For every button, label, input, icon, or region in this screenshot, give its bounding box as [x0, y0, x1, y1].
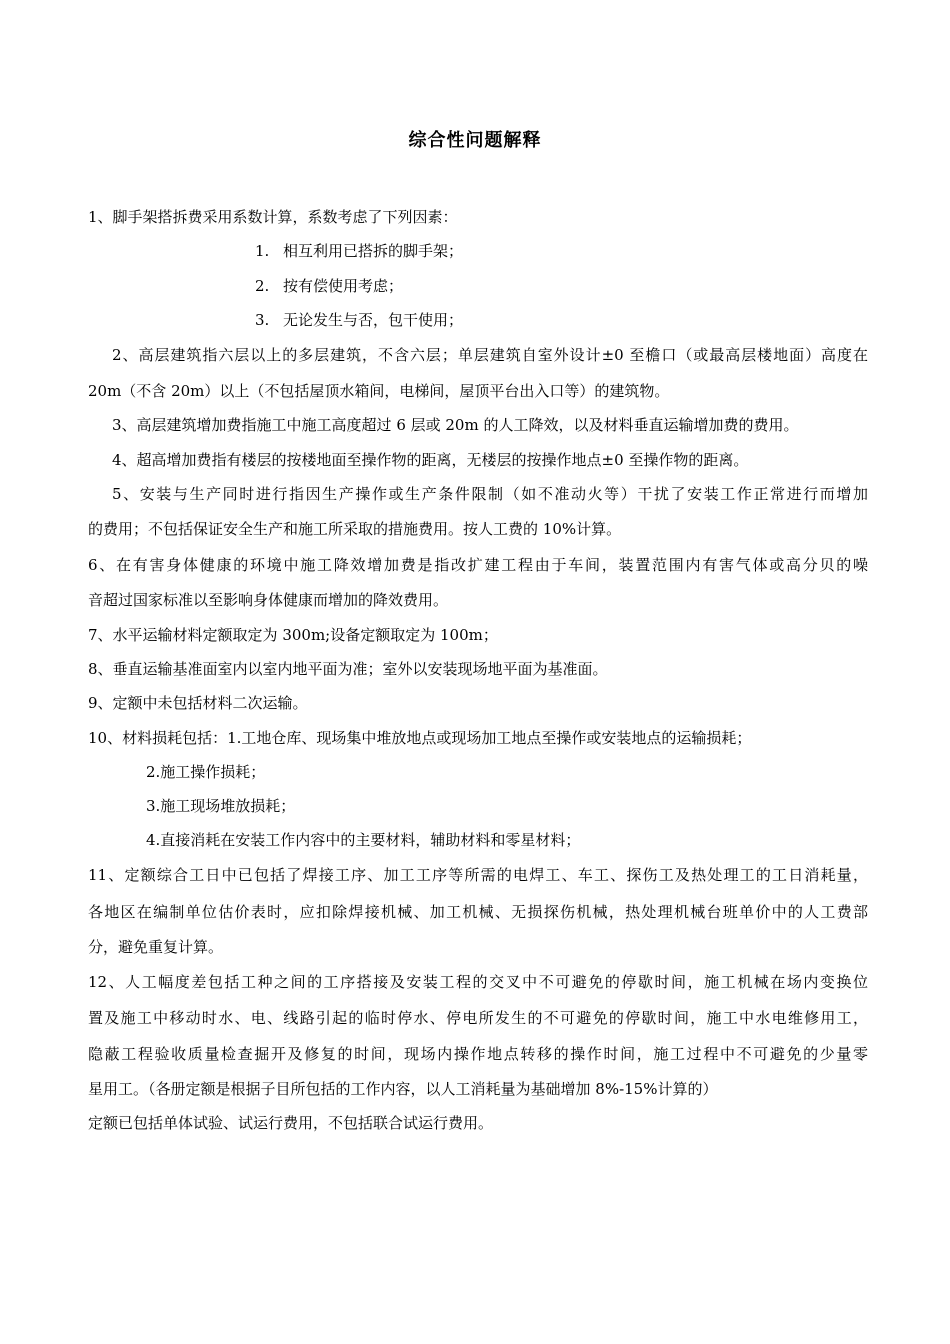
paragraph-12-line-3: 隐蔽工程验收质量检查掘开及修复的时间，现场内操作地点转移的操作时间，施工过程中不可避免的少量零 — [88, 1045, 868, 1063]
paragraph-7: 7、水平运输材料定额取定为 300m;设备定额取定为 100m； — [88, 626, 498, 644]
paragraph-13: 定额已包括单体试验、试运行费用，不包括联合试运行费用。 — [88, 1114, 494, 1132]
paragraph-2-line-2: 20m（不含 20m）以上（不包括屋顶水箱间，电梯间，屋顶平台出入口等）的建筑物。 — [88, 382, 670, 400]
paragraph-11-line-1: 11、定额综合工日中已包括了焊接工序、加工工序等所需的电焊工、车工、探伤工及热处理工的工日消耗量， — [88, 866, 868, 884]
list-item: 2.施工操作损耗； — [146, 763, 266, 781]
paragraph-12-line-2: 置及施工中移动时水、电、线路引起的临时停水、停电所发生的不可避免的停歇时间，施工中水电维修用工， — [88, 1009, 868, 1027]
paragraph-6-line-1: 6、在有害身体健康的环境中施工降效增加费是指改扩建工程由于车间，装置范围内有害气体或高分贝的噪 — [88, 556, 868, 574]
list-item: 3.施工现场堆放损耗； — [146, 797, 296, 815]
paragraph-10: 10、材料损耗包括：1.工地仓库、现场集中堆放地点或现场加工地点至操作或安装地点的运输损耗； — [88, 729, 752, 747]
list-item-number: 1. — [255, 242, 270, 260]
paragraph-12-line-1: 12、人工幅度差包括工种之间的工序搭接及安装工程的交叉中不可避免的停歇时间，施工机械在场内变换位 — [88, 973, 868, 991]
paragraph-11-line-2: 各地区在编制单位估价表时，应扣除焊接机械、加工机械、无损探伤机械，热处理机械台班单价中的人工费部 — [88, 903, 868, 921]
list-item-number: 2. — [255, 277, 270, 295]
paragraph-5-line-2: 的费用；不包括保证安全生产和施工所采取的措施费用。按人工费的 10%计算。 — [88, 520, 622, 538]
paragraph-6-line-2: 音超过国家标准以至影响身体健康而增加的降效费用。 — [88, 591, 449, 609]
paragraph-1: 1、脚手架搭拆费采用系数计算，系数考虑了下列因素： — [88, 208, 458, 226]
list-item-number: 3. — [255, 311, 270, 329]
list-item-text: 相互利用已搭拆的脚手架； — [283, 242, 464, 260]
paragraph-5-line-1: 5、安装与生产同时进行指因生产操作或生产条件限制（如不准动火等）干扰了安装工作正常进行而增加 — [112, 485, 868, 503]
paragraph-9: 9、定额中未包括材料二次运输。 — [88, 694, 308, 712]
paragraph-8: 8、垂直运输基准面室内以室内地平面为准；室外以安装现场地平面为基准面。 — [88, 660, 608, 678]
paragraph-2-line-1: 2、高层建筑指六层以上的多层建筑，不含六层；单层建筑自室外设计±0 至檐口（或最高层楼地面）高度在 — [112, 346, 868, 364]
list-item-text: 按有偿使用考虑； — [283, 277, 404, 295]
list-item: 4.直接消耗在安装工作内容中的主要材料，辅助材料和零星材料； — [146, 831, 581, 849]
paragraph-3: 3、高层建筑增加费指施工中施工高度超过 6 层或 20m 的人工降效，以及材料垂直运输增加费的费用。 — [112, 416, 799, 434]
paragraph-11-line-3: 分，避免重复计算。 — [88, 938, 224, 956]
list-item — [255, 309, 950, 331]
list-item — [255, 275, 950, 297]
document-title: 综合性问题解释 — [408, 130, 542, 151]
paragraph-4: 4、超高增加费指有楼层的按楼地面至操作物的距离，无楼层的按操作地点±0 至操作物的距离。 — [112, 451, 749, 469]
list-item — [255, 240, 950, 262]
paragraph-12-line-4: 星用工。（各册定额是根据子目所包括的工作内容，以人工消耗量为基础增加 8%-15%计算的） — [88, 1080, 718, 1098]
list-item-text: 无论发生与否，包干使用； — [283, 311, 464, 329]
